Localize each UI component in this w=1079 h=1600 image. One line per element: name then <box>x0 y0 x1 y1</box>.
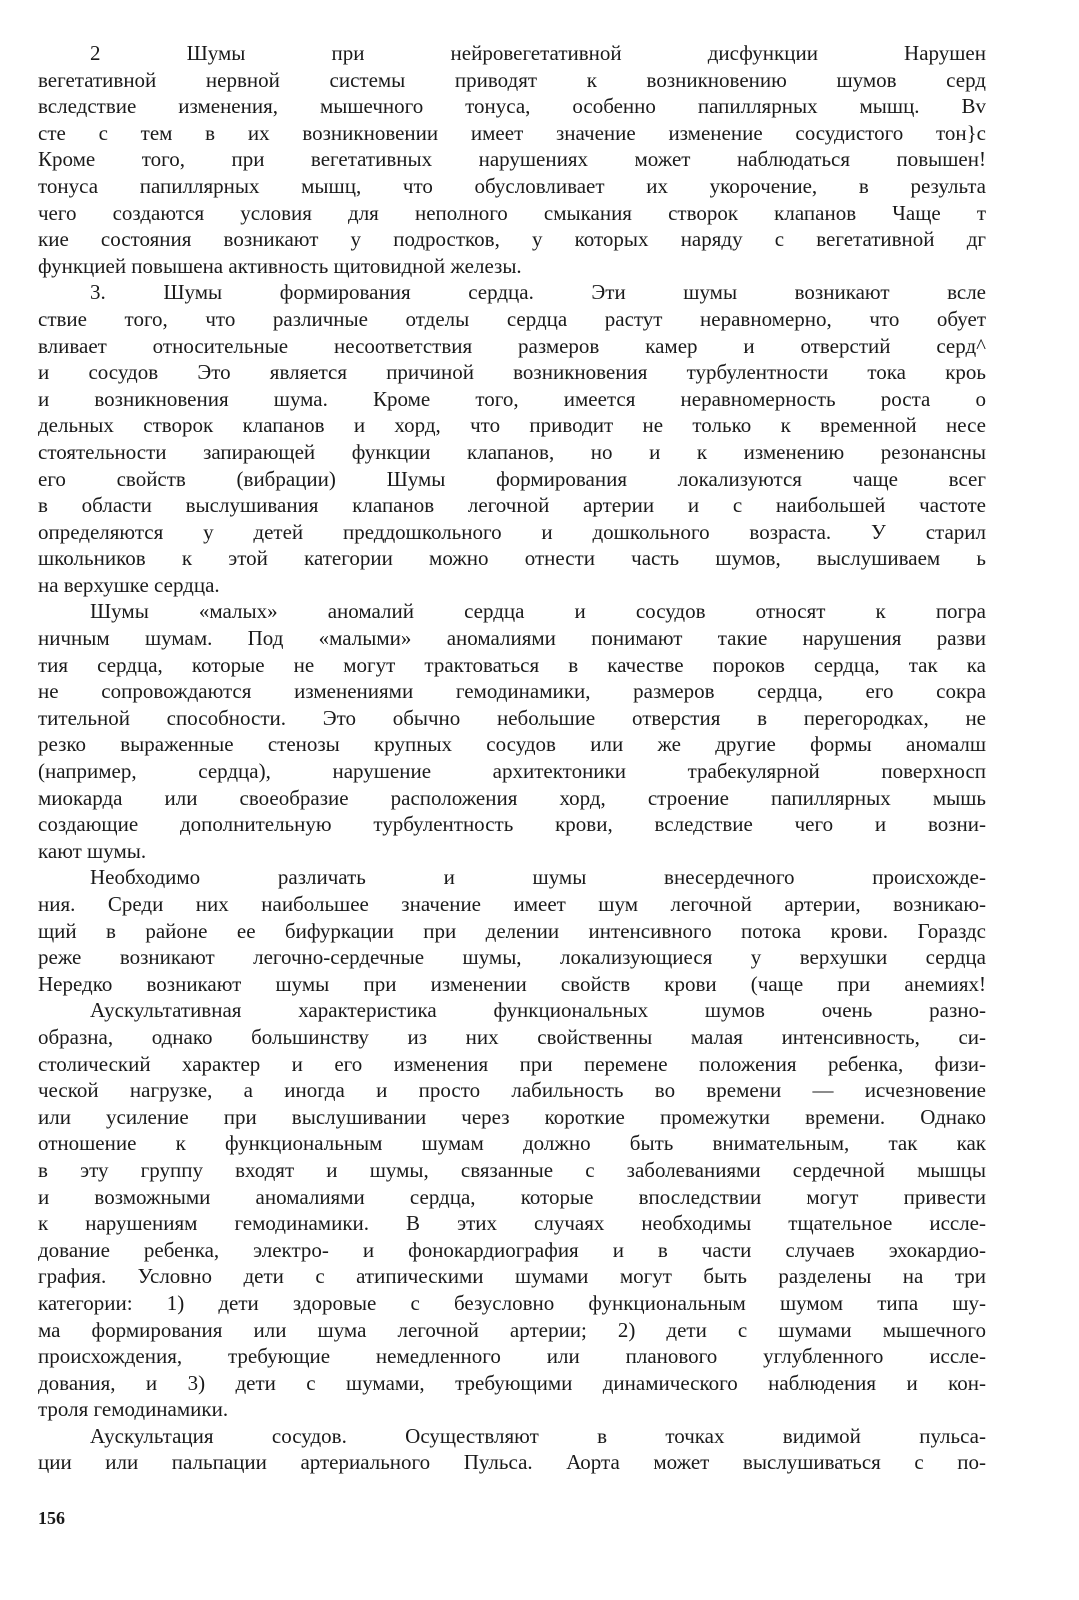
text-line: Аускультативная характеристика функциональных шумов очень разно- <box>90 998 986 1023</box>
text-line: вегетативной нервной системы приводят к возникновению шумов серд <box>38 67 986 92</box>
text-line: ния. Среди них наибольшее значение имеет шум легочной артерии, возникаю- <box>38 892 986 916</box>
text-line: или усиление при выслушивании через короткие промежутки времени. Однако <box>38 1104 986 1129</box>
text-line: отношение к функциональным шумам должно быть внимательным, так как <box>38 1131 986 1156</box>
paragraph-neurovegetative-murmurs <box>38 40 986 279</box>
text-line: Шумы «малых» аномалий сердца и сосудов относят к погра <box>90 599 986 624</box>
page-body <box>38 40 986 1476</box>
text-line: к нарушениям гемодинамики. В этих случаях необходимы тщательное иссле- <box>38 1211 986 1236</box>
text-line: категории: 1) дети здоровые с безусловно функциональным шумом типа шу- <box>38 1290 986 1315</box>
text-line: на верхушке сердца. <box>38 572 220 597</box>
text-line: сте с тем в их возникновении имеет значение изменение сосудистого тон}с <box>38 120 986 145</box>
text-line: ничным шумам. Под «малыми» аномалиями понимают такие нарушения разви <box>38 626 986 651</box>
text-line: реже возникают легочно-сердечные шумы, локализующиеся у верхушки сердца <box>38 945 986 970</box>
text-line: ции или пальпации артериального Пульса. Аорта может выслушиваться с по- <box>38 1450 986 1475</box>
text-line: ствие того, что различные отделы сердца растут неравномерно, что обует <box>38 306 986 331</box>
paragraph-vessel-auscultation <box>38 1423 986 1476</box>
text-line: тонуса папиллярных мышц, что обусловливает их укорочение, в результа <box>38 173 986 198</box>
text-line: ма формирования или шума легочной артерии; 2) дети с шумами мышечного <box>38 1317 986 1342</box>
text-line: вливает относительные несоответствия размеров камер и отверстий серд^ <box>38 333 986 358</box>
text-line: столический характер и его изменения при перемене положения ребенка, физи- <box>38 1051 986 1076</box>
text-line: Нередко возникают шумы при изменении свойств крови (чаще при анемиях! <box>38 971 986 996</box>
text-line: и возможными аномалиями сердца, которые впоследствии могут привести <box>38 1184 986 1209</box>
text-line: создающие дополнительную турбулентность крови, вследствие чего и возни- <box>38 812 986 837</box>
text-line: Кроме того, при вегетативных нарушениях может наблюдаться повышен! <box>38 147 986 172</box>
text-line: происхождения, требующие немедленного или планового углубленного иссле- <box>38 1344 986 1369</box>
text-line: кают шумы. <box>38 838 147 863</box>
text-line: его свойств (вибрации) Шумы формирования локализуются чаще всег <box>38 466 986 491</box>
paragraph-formation-murmurs <box>38 279 986 598</box>
text-line: функцией повышена активность щитовидной железы. <box>38 253 522 278</box>
text-line: 3. Шумы формирования сердца. Эти шумы возникают всле <box>90 280 986 305</box>
text-line: дельных створок клапанов и хорд, что приводит не только к временной несе <box>38 413 986 438</box>
text-line: не сопровождаются изменениями гемодинамики, размеров сердца, его сокра <box>38 679 986 704</box>
text-line: тительной способности. Это обычно небольшие отверстия в перегородках, не <box>38 705 986 730</box>
text-line: Необходимо различать и шумы внесердечного происхожде- <box>90 865 986 890</box>
text-line: тия сердца, которые не могут трактоваться в качестве пороков сердца, так ка <box>38 652 986 677</box>
text-line: графия. Условно дети с атипическими шумами могут быть разделены на три <box>38 1264 986 1289</box>
text-line: дования, и 3) дети с шумами, требующими динамического наблюдения и кон- <box>38 1370 986 1395</box>
paragraph-auscultative-characteristics <box>38 997 986 1423</box>
text-line: и возникновения шума. Кроме того, имеется неравномерность роста о <box>38 386 986 411</box>
paragraph-minor-anomalies <box>38 598 986 864</box>
text-line: школьников к этой категории можно отнести часть шумов, выслушиваем ь <box>38 546 986 571</box>
text-line: Аускультация сосудов. Осуществляют в точках видимой пульса- <box>90 1423 986 1448</box>
text-line: образна, однако большинству из них свойственны малая интенсивность, си- <box>38 1024 986 1049</box>
page-number: 156 <box>38 1508 65 1528</box>
text-line: кие состояния возникают у подростков, у которых наряду с вегетативной дг <box>38 227 986 252</box>
text-line: щий в районе ее бифуркации при делении интенсивного потока крови. Гораздс <box>38 918 986 943</box>
text-line: в области выслушивания клапанов легочной артерии и с наибольшей частоте <box>38 493 986 518</box>
text-line: миокарда или своеобразие расположения хорд, строение папиллярных мышь <box>38 785 986 810</box>
text-line: 2 Шумы при нейровегетативной дисфункции Нарушен <box>90 41 986 65</box>
paragraph-extracardiac-murmurs <box>38 864 986 997</box>
text-line: дование ребенка, электро- и фонокардиография и в части случаев эхокардио- <box>38 1237 986 1262</box>
text-line: и сосудов Это является причиной возникновения турбулентности тока кроь <box>38 360 986 385</box>
text-line: резко выраженные стенозы крупных сосудов или же другие формы аномалш <box>38 732 986 757</box>
text-line: в эту группу входят и шумы, связанные с заболеваниями сердечной мышцы <box>38 1157 986 1182</box>
text-line: стоятельности запирающей функции клапанов, но и к изменению резонансны <box>38 439 986 464</box>
text-line: (например, сердца), нарушение архитектоники трабекулярной поверхносп <box>38 759 986 784</box>
text-line: определяются у детей преддошкольного и дошкольного возраста. У старил <box>38 519 986 544</box>
text-line: троля гемодинамики. <box>38 1397 229 1422</box>
text-line: вследствие изменения, мышечного тонуса, особенно папиллярных мышц. Bv <box>38 94 986 119</box>
text-line: чего создаются условия для неполного смыкания створок клапанов Чаще т <box>38 200 986 225</box>
text-line: ческой нагрузке, а иногда и просто лабильность во времени — исчезновение <box>38 1078 986 1103</box>
